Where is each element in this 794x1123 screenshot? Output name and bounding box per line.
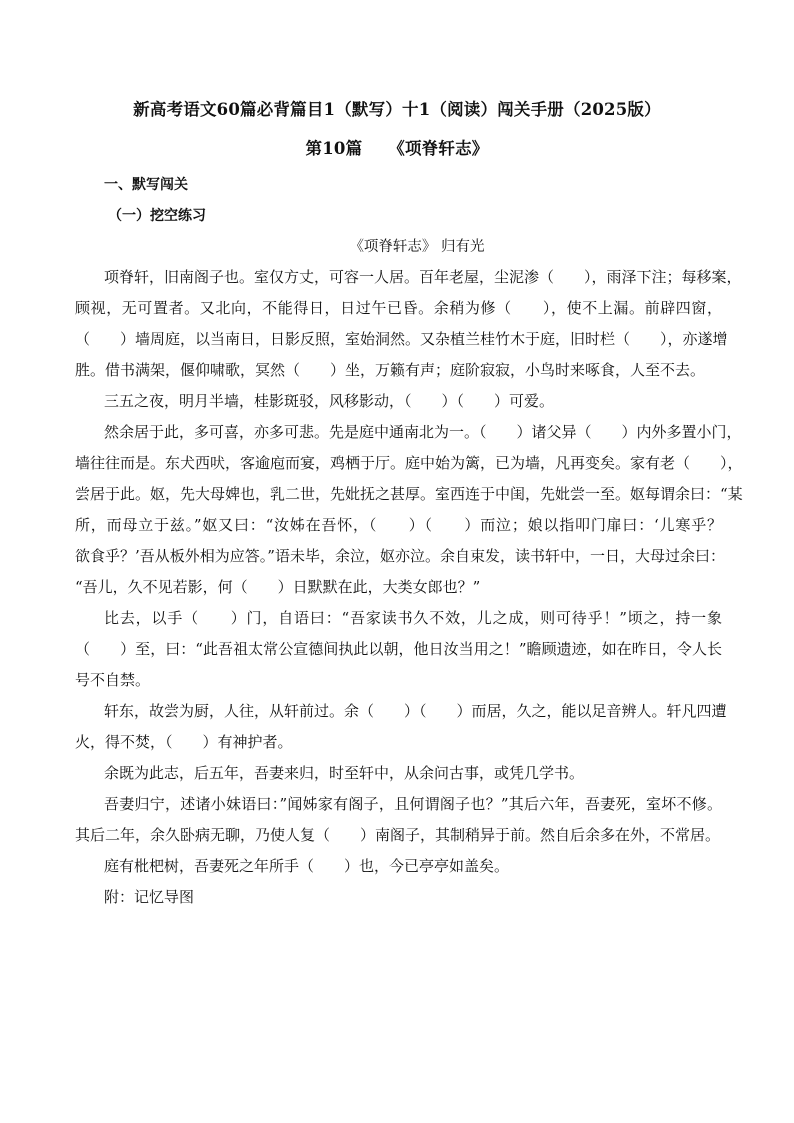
text-line: 吾妻归宁，述诸小妹语曰：”闻姊家有阁子，且何谓阁子也？”其后六年，吾妻死，室坏不修。: [104, 795, 722, 813]
document-title: 新高考语文60篇必背篇目1（默写）十1（阅读）闯关手册（2025版）: [133, 100, 661, 119]
text-line: 欲食乎？’吾从板外相为应答。”语未毕，余泣，妪亦泣。余自束发，读书轩中，一日，大母过余曰：: [75, 547, 725, 565]
text-line: 号不自禁。: [75, 671, 151, 689]
text-line: 顾视，无可置者。又北向，不能得日，日过午已昏。余稍为修（ ），使不上漏。前辟四窗，: [75, 299, 722, 317]
text-line: 墙往往而是。东犬西吠，客逾庖而宴，鸡栖于厅。庭中始为篱，已为墙，凡再变矣。家有老（ ），: [75, 454, 743, 472]
text-line: “吾儿，久不见若影，何（ ）日默默在此，大类女郎也？”: [75, 578, 481, 596]
chapter-number: 第10篇: [305, 139, 363, 158]
text-line: 其后二年，余久卧病无聊，乃使人复（ ）南阁子，其制稍异于前。然自后余多在外，不常居。: [75, 826, 721, 844]
text-line: 余既为此志，后五年，吾妻来归，时至轩中，从余问古事，或凭几学书。: [104, 764, 585, 782]
chapter-name: 《项脊轩志》: [388, 139, 489, 158]
appendix-label: 附：记忆导图: [104, 888, 195, 906]
document-subtitle: [0, 135, 794, 159]
text-line: 尝居于此。妪，先大母婢也，乳二世，先妣抚之甚厚。室西连于中闺，先妣尝一至。妪每谓余曰：“某: [75, 485, 743, 503]
text-line: 火，得不焚，（ ）有神护者。: [75, 733, 293, 751]
poem-title: 《项脊轩志》 归有光: [349, 239, 485, 255]
section-heading-1: 一、默写闯关: [104, 177, 188, 193]
text-line: 胜。借书满架，偃仰啸歌，冥然（ ）坐，万籁有声；庭阶寂寂，小鸟时来啄食，人至不去。: [75, 361, 706, 379]
text-line: 三五之夜，明月半墙，桂影斑驳，风移影动，（ ）（ ）可爱。: [104, 392, 555, 410]
text-line: 项脊轩，旧南阁子也。室仅方丈，可容一人居。百年老屋，尘泥渗（ ），雨泽下注；每移案，: [104, 268, 742, 286]
text-line: （ ）墙周庭，以当南日，日影反照，室始洞然。又杂植兰桂竹木于庭，旧时栏（ ），亦遂增: [75, 330, 728, 348]
text-line: 所，而母立于兹。”妪又曰：“汝姊在吾怀，（ ）（ ）而泣；娘以指叩门扉曰：‘儿寒乎？: [75, 516, 722, 534]
text-line: （ ）至，曰：“此吾祖太常公宣德间执此以朝，他日汝当用之！”瞻顾遗迹，如在昨日，令人长: [75, 640, 722, 658]
text-line: 然余居于此，多可喜，亦多可悲。先是庭中通南北为一。（ ）诸父异（ ）内外多置小门，: [104, 423, 742, 441]
text-line: 庭有枇杷树，吾妻死之年所手（ ）也，今已亭亭如盖矣。: [104, 857, 510, 875]
text-line: 轩东，故尝为厨，人往，从轩前过。余（ ）（ ）而居，久之，能以足音辨人。轩凡四遭: [104, 702, 727, 720]
section-heading-2: （一）挖空练习: [108, 208, 206, 224]
text-line: 比去，以手（ ）门，自语曰：“吾家读书久不效，儿之成，则可待乎！”顷之，持一象: [104, 609, 722, 627]
